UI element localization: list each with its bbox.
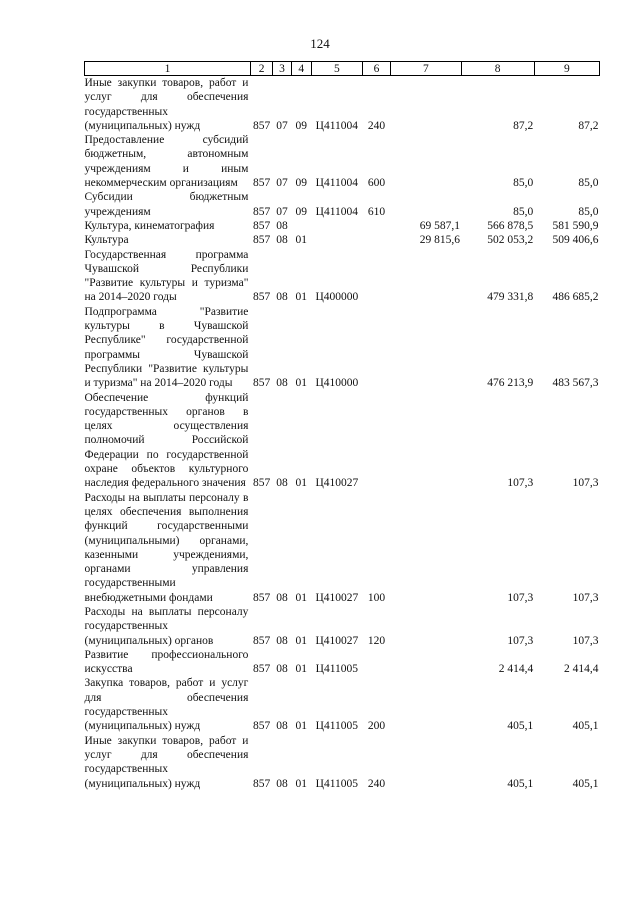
target-article-code: Ц411004 <box>315 119 359 132</box>
header-cell: 4 <box>291 62 311 76</box>
table-row <box>85 133 600 190</box>
subsection-code: 09 <box>295 177 308 190</box>
amount-col8: 479 331,8 <box>487 291 534 304</box>
header-cell: 7 <box>391 62 461 76</box>
section-code: 08 <box>276 591 288 604</box>
amount-col7 <box>391 491 461 605</box>
expense-type-code <box>362 233 390 247</box>
target-article-code: Ц411004 <box>315 177 359 190</box>
item-description: Иные закупки товаров, работ и услуг для обеспечения государственных (муниципальных) нужд <box>84 734 249 790</box>
ministry-code: 857 <box>252 177 271 190</box>
section-code: 08 <box>276 663 288 676</box>
table-header <box>85 62 600 76</box>
item-description: Культура, кинематография <box>84 219 215 232</box>
amount-col9: 87,2 <box>578 119 599 132</box>
expense-type-code <box>362 648 390 677</box>
item-description: Развитие профессионального искусства <box>84 648 249 676</box>
amount-col8: 502 053,2 <box>487 234 534 247</box>
target-article-code: Ц411005 <box>315 777 359 790</box>
amount-col8: 87,2 <box>513 119 534 132</box>
amount-col8: 107,3 <box>507 591 534 604</box>
ministry-code: 857 <box>252 634 271 647</box>
amount-col9: 483 567,3 <box>552 377 599 390</box>
section-code: 08 <box>276 720 288 733</box>
item-description: Предоставление субсидий бюджетным, автономным учреждениям и иным некоммерческим организациям <box>84 134 249 190</box>
header-cell: 8 <box>461 62 534 76</box>
amount-col8: 405,1 <box>507 720 534 733</box>
item-description: Расходы на выплаты персоналу в целях обеспечения выполнения функций государственными (муниципальными) органами, казенными учреждениями, органами управления государственными внебюджетными фондами <box>84 491 249 604</box>
ministry-code: 857 <box>252 234 271 247</box>
target-article-code <box>311 233 362 247</box>
table-row <box>85 648 600 677</box>
item-description: Закупка товаров, работ и услуг для обеспечения государственных (муниципальных) нужд <box>84 677 249 733</box>
amount-col9: 2 414,4 <box>564 663 599 676</box>
item-description: Иные закупки товаров, работ и услуг для обеспечения государственных (муниципальных) нужд <box>84 77 249 132</box>
item-description: Подпрограмма "Развитие культуры в Чувашской Республике" государственной программы Чувашской Республики "Развитие культуры и туризма" на 2014–2020 годы <box>84 305 249 390</box>
table-body <box>85 76 600 791</box>
expense-type-code <box>362 391 390 491</box>
header-cell: 5 <box>311 62 362 76</box>
amount-col9: 405,1 <box>572 720 599 733</box>
amount-col9: 85,0 <box>578 205 599 218</box>
table-row <box>85 305 600 391</box>
amount-col8: 107,3 <box>507 634 534 647</box>
table-row <box>85 491 600 605</box>
subsection-code: 01 <box>295 234 308 247</box>
expense-type-code: 610 <box>367 205 386 218</box>
amount-col9: 405,1 <box>572 777 599 790</box>
ministry-code: 857 <box>252 477 271 490</box>
amount-col8: 85,0 <box>513 205 534 218</box>
subsection-code: 01 <box>295 377 308 390</box>
table-row <box>85 233 600 247</box>
table-row <box>85 676 600 733</box>
subsection-code: 01 <box>295 591 308 604</box>
amount-col7 <box>391 190 461 219</box>
amount-col9: 486 685,2 <box>552 291 599 304</box>
amount-col7: 29 815,6 <box>419 234 461 247</box>
amount-col9: 581 590,9 <box>552 219 599 232</box>
expense-type-code: 240 <box>367 777 386 790</box>
subsection-code: 01 <box>295 291 308 304</box>
expense-type-code: 240 <box>367 119 386 132</box>
amount-col7 <box>391 734 461 791</box>
expense-type-code: 200 <box>367 720 386 733</box>
ministry-code: 857 <box>252 119 271 132</box>
amount-col9: 107,3 <box>572 634 599 647</box>
page-number: 124 <box>310 36 330 51</box>
amount-col9: 509 406,6 <box>552 234 599 247</box>
table-row <box>85 219 600 233</box>
target-article-code: Ц411005 <box>315 720 359 733</box>
ministry-code: 857 <box>252 720 271 733</box>
subsection-code: 01 <box>295 663 308 676</box>
amount-col9: 107,3 <box>572 477 599 490</box>
header-row <box>85 62 600 76</box>
section-code: 08 <box>276 477 288 490</box>
amount-col7 <box>391 76 461 134</box>
section-code: 08 <box>276 377 288 390</box>
ministry-code: 857 <box>252 377 271 390</box>
amount-col7 <box>391 248 461 305</box>
table-row <box>85 734 600 791</box>
section-code: 07 <box>276 205 288 218</box>
section-code: 07 <box>276 177 288 190</box>
budget-table <box>84 61 600 791</box>
target-article-code <box>311 219 362 233</box>
target-article-code: Ц400000 <box>315 291 359 304</box>
amount-col7 <box>391 648 461 677</box>
amount-col7: 69 587,1 <box>419 219 461 232</box>
ministry-code: 857 <box>252 205 271 218</box>
item-description: Культура <box>84 234 129 247</box>
table-row <box>85 391 600 491</box>
amount-col8: 476 213,9 <box>487 377 534 390</box>
expense-type-code <box>362 219 390 233</box>
amount-col7 <box>391 391 461 491</box>
target-article-code: Ц410027 <box>315 634 359 647</box>
subsection-code: 01 <box>295 777 308 790</box>
header-cell: 9 <box>534 62 599 76</box>
table-row <box>85 605 600 648</box>
ministry-code: 857 <box>252 219 271 232</box>
subsection-code: 01 <box>295 720 308 733</box>
header-cell: 6 <box>362 62 390 76</box>
target-article-code: Ц410027 <box>315 591 359 604</box>
amount-col7 <box>391 605 461 648</box>
ministry-code: 857 <box>252 291 271 304</box>
section-code: 08 <box>276 219 288 232</box>
section-code: 07 <box>276 119 288 132</box>
amount-col8: 2 414,4 <box>498 663 534 676</box>
amount-col7 <box>391 305 461 391</box>
ministry-code: 857 <box>252 777 271 790</box>
amount-col8: 107,3 <box>507 477 534 490</box>
target-article-code: Ц410027 <box>315 477 359 490</box>
subsection-code <box>291 219 311 233</box>
target-article-code: Ц411004 <box>315 205 359 218</box>
amount-col8: 566 878,5 <box>487 219 534 232</box>
table-row <box>85 76 600 134</box>
amount-col9: 107,3 <box>572 591 599 604</box>
ministry-code: 857 <box>252 663 271 676</box>
amount-col8: 85,0 <box>513 177 534 190</box>
section-code: 08 <box>276 291 288 304</box>
subsection-code: 01 <box>295 634 308 647</box>
expense-type-code <box>362 248 390 305</box>
expense-type-code <box>362 305 390 391</box>
amount-col9: 85,0 <box>578 177 599 190</box>
header-cell: 1 <box>85 62 251 76</box>
ministry-code: 857 <box>252 591 271 604</box>
amount-col7 <box>391 676 461 733</box>
table-row <box>85 248 600 305</box>
subsection-code: 09 <box>295 119 308 132</box>
section-code: 08 <box>276 777 288 790</box>
section-code: 08 <box>276 234 288 247</box>
target-article-code: Ц410000 <box>315 377 359 390</box>
expense-type-code: 120 <box>367 634 386 647</box>
section-code: 08 <box>276 634 288 647</box>
target-article-code: Ц411005 <box>315 663 359 676</box>
header-cell: 2 <box>250 62 272 76</box>
table-row <box>85 190 600 219</box>
header-cell: 3 <box>273 62 291 76</box>
item-description: Государственная программа Чувашской Республики "Развитие культуры и туризма" на 2014–2020 годы <box>84 248 249 304</box>
subsection-code: 01 <box>295 477 308 490</box>
expense-type-code: 100 <box>367 591 386 604</box>
amount-col7 <box>391 133 461 190</box>
subsection-code: 09 <box>295 205 308 218</box>
expense-type-code: 600 <box>367 177 386 190</box>
item-description: Расходы на выплаты персоналу государственных (муниципальных) органов <box>84 605 249 647</box>
item-description: Субсидии бюджетным учреждениям <box>84 191 249 218</box>
amount-col8: 405,1 <box>507 777 534 790</box>
item-description: Обеспечение функций государственных органов в целях осуществления полномочий Российской Федерации по государственной охране объектов культурного наследия федерального значения <box>84 391 249 490</box>
